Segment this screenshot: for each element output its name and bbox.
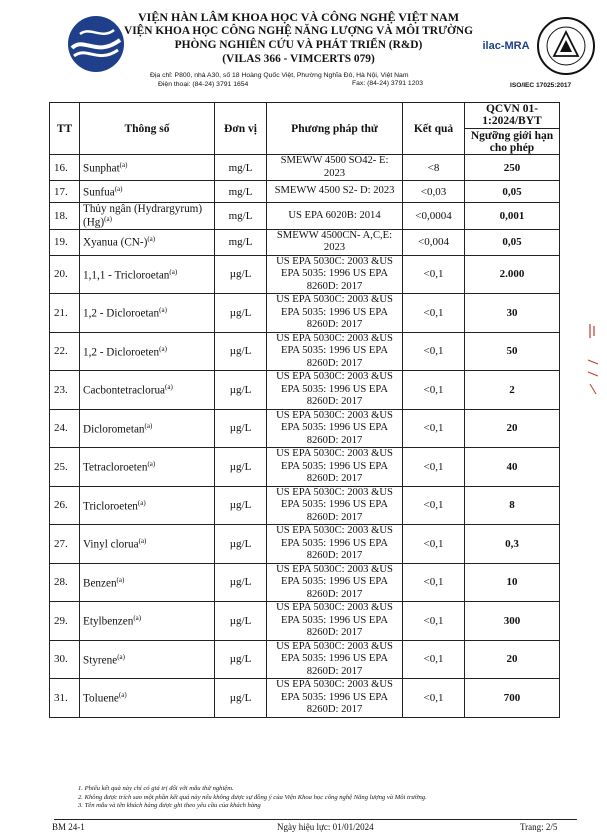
table-row [50,255,560,294]
result-value [403,203,465,230]
row-number-text: 28. [54,576,68,589]
test-method [267,409,403,448]
parameter-name-text: Cacbontetraclorua [83,384,165,397]
row-number-text: 24. [54,422,68,435]
table-row [50,181,560,203]
unit-text: µg/L [229,499,252,512]
header-department: PHÒNG NGHIÊN CỨU VÀ PHÁT TRIỂN (R&D) [174,39,423,51]
limit-value-text: 20 [506,422,518,435]
parameter-name [80,409,215,448]
test-method-text: SMEWW 4500 SO42- E: 2023 [280,155,389,179]
parameter-name [80,181,215,203]
limit-value-text: 8 [509,499,515,512]
limit-value [465,602,560,641]
row-number-text: 17. [54,185,68,198]
parameter-name-text: 1,1,1 - Tricloroetan [83,269,170,282]
test-method [267,679,403,718]
result-value-text: <0,1 [423,653,444,666]
col-limit-threshold: Ngưỡng giới hạn cho phép [465,128,559,154]
limit-value-text: 20 [506,653,518,666]
accredited-marker: (a) [144,421,153,430]
parameter-name [80,294,215,333]
result-value-text: <0,004 [418,236,449,249]
parameter-name [80,486,215,525]
limit-value [465,640,560,679]
unit-text: µg/L [229,422,252,435]
parameter-name-text: Vinyl clorua [83,538,139,551]
result-value-text: <0,1 [423,460,444,473]
limit-value [465,371,560,410]
test-method [267,602,403,641]
limit-value [465,448,560,487]
test-method [267,181,403,203]
result-value [403,255,465,294]
document-header [0,0,607,108]
table-row [50,563,560,602]
unit [215,563,267,602]
col-parameter: Thông số [80,103,215,155]
accredited-marker: (a) [165,383,173,392]
unit-text: µg/L [229,268,252,281]
row-number [50,255,80,294]
limit-value-text: 2.000 [499,268,525,281]
unit-text: mg/L [228,236,253,249]
col-limit-standard: QCVN 01-1:2024/BYT [482,103,542,127]
footnote-3: 3. Tên mẫu và tên khách hàng được ghi theo yêu cầu của khách hàng [78,802,261,809]
row-number-text: 30. [54,653,68,666]
test-method [267,371,403,410]
result-value [403,409,465,448]
table-row [50,602,560,641]
table-body [50,155,560,718]
table-row [50,640,560,679]
test-method-text: US EPA 5030C: 2003 &US EPA 5035: 1996 US EPA 8260D: 2017 [276,486,393,523]
test-method [267,203,403,230]
limit-value-text: 10 [506,576,518,589]
row-number-text: 16. [54,161,68,174]
table-row [50,371,560,410]
table-row [50,525,560,564]
parameter-name [80,602,215,641]
footnote-1: 1. Phiếu kết quả này chỉ có giá trị đối với mẫu thử nghiệm. [78,785,234,792]
test-method-text: US EPA 5030C: 2003 &US EPA 5035: 1996 US EPA 8260D: 2017 [276,679,393,716]
result-value-text: <0,1 [423,345,444,358]
unit-text: µg/L [229,653,252,666]
test-method-text: SMEWW 4500 S2- D: 2023 [274,185,395,197]
parameter-name-text: Thủy ngân (Hydrargyrum) (Hg) [83,203,203,229]
limit-value-text: 0,05 [502,236,522,249]
result-value-text: <0,1 [423,537,444,550]
result-value [403,181,465,203]
table-row [50,409,560,448]
unit [215,181,267,203]
parameter-name-text: 1,2 - Dicloroetan [83,307,160,320]
limit-value [465,203,560,230]
result-value [403,563,465,602]
test-method [267,525,403,564]
accredited-marker: (a) [117,652,125,661]
unit-text: µg/L [229,383,252,396]
col-method: Phương pháp thử [267,103,403,155]
row-number [50,332,80,371]
limit-value [465,525,560,564]
page-number: Trang: 2/5 [520,822,558,832]
row-number-text: 29. [54,614,68,627]
test-method-text: US EPA 5030C: 2003 &US EPA 5035: 1996 US EPA 8260D: 2017 [276,409,393,446]
test-method-text: SMEWW 4500CN- A,C,E: 2023 [276,229,393,254]
result-value-text: <0,03 [420,185,447,198]
footnote-2: 2. Không được trích sao một phần kết quả này nếu không được sự đồng ý của Viện Khoa học công nghệ Năng lượng và Môi trường. [78,793,427,801]
result-value-text: <0,0004 [415,209,452,222]
unit-text: µg/L [229,306,252,319]
result-value-text: <0,1 [423,422,444,435]
result-value-text: <0,1 [423,614,444,627]
result-value [403,679,465,718]
result-value [403,525,465,564]
row-number [50,602,80,641]
test-method-text: US EPA 5030C: 2003 &US EPA 5035: 1996 US EPA 8260D: 2017 [276,255,393,292]
table-row [50,294,560,333]
unit-text: µg/L [229,576,252,589]
unit-text: mg/L [228,161,253,174]
result-value-text: <8 [427,161,440,174]
result-value [403,229,465,255]
parameter-name [80,229,215,255]
result-value [403,332,465,371]
table-row [50,332,560,371]
unit-text: µg/L [229,691,252,704]
limit-value [465,181,560,203]
boa-seal-icon [536,16,596,76]
accredited-marker: (a) [114,184,123,193]
parameter-name [80,679,215,718]
test-method-text: US EPA 5030C: 2003 &US EPA 5035: 1996 US EPA 8260D: 2017 [276,640,393,677]
row-number-text: 23. [54,383,68,396]
unit [215,255,267,294]
test-method-text: US EPA 6020B: 2014 [288,209,381,221]
margin-stamp-icon [584,320,602,400]
parameter-name [80,155,215,181]
test-method-text: US EPA 5030C: 2003 &US EPA 5035: 1996 US EPA 8260D: 2017 [276,563,393,600]
test-method-text: US EPA 5030C: 2003 &US EPA 5035: 1996 US EPA 8260D: 2017 [276,294,393,331]
row-number-text: 26. [54,499,68,512]
unit [215,679,267,718]
unit [215,448,267,487]
result-value [403,486,465,525]
unit [215,371,267,410]
row-number-text: 22. [54,345,68,358]
result-value [403,294,465,333]
limit-value [465,409,560,448]
test-method-text: US EPA 5030C: 2003 &US EPA 5035: 1996 US EPA 8260D: 2017 [276,371,393,408]
header-address: Địa chỉ: P800, nhà A30, số 18 Hoàng Quốc Việt, Phường Nghĩa Đô, Hà Nội, Việt Nam [150,72,409,79]
limit-value [465,679,560,718]
unit [215,602,267,641]
row-number [50,448,80,487]
parameter-name-text: Sunfua [83,186,115,199]
row-number-text: 25. [54,460,68,473]
parameter-name [80,640,215,679]
row-number [50,294,80,333]
parameter-name-text: Sunphat [83,162,120,175]
result-value [403,640,465,679]
col-tt: TT [50,103,80,155]
limit-value-text: 250 [503,161,521,174]
test-method [267,448,403,487]
parameter-name [80,203,215,230]
table-row [50,203,560,230]
row-number [50,486,80,525]
test-method-text: US EPA 5030C: 2003 &US EPA 5035: 1996 US EPA 8260D: 2017 [276,525,393,562]
test-method-text: US EPA 5030C: 2003 &US EPA 5035: 1996 US EPA 8260D: 2017 [276,448,393,485]
parameter-name [80,255,215,294]
table-row [50,155,560,181]
parameter-name [80,371,215,410]
row-number-text: 31. [54,691,68,704]
form-code: BM 24-1 [52,822,85,832]
limit-value-text: 700 [503,691,521,704]
row-number [50,409,80,448]
limit-value [465,294,560,333]
row-number [50,181,80,203]
limit-value [465,229,560,255]
limit-value-text: 0,05 [502,185,522,198]
test-method [267,640,403,679]
limit-value [465,155,560,181]
header-fax: Fax: (84-24) 3791 1203 [352,80,424,87]
unit-text: mg/L [228,209,253,222]
parameter-name [80,332,215,371]
unit [215,203,267,230]
limit-value-text: 30 [506,306,518,319]
parameter-name-text: Tetracloroeten [83,461,148,474]
unit-text: µg/L [229,537,252,550]
limit-value [465,255,560,294]
accredited-marker: (a) [159,306,167,315]
results-table [49,102,560,718]
result-value-text: <0,1 [423,576,444,589]
result-value [403,371,465,410]
unit [215,409,267,448]
limit-value-text: 300 [503,614,521,627]
col-result: Kết quả [403,103,465,155]
test-method [267,332,403,371]
row-number-text: 21. [54,306,68,319]
parameter-name-text: Tricloroeten [83,500,138,513]
unit-text: mg/L [228,185,253,198]
unit-text: µg/L [229,345,252,358]
test-method [267,155,403,181]
header-phone: Điện thoại: (84-24) 3791 1654 [158,81,249,88]
accredited-marker: (a) [169,267,178,276]
unit-text: µg/L [229,460,252,473]
table-row [50,229,560,255]
unit [215,229,267,255]
issue-date: Ngày hiệu lực: 01/01/2024 [277,822,374,832]
limit-value-text: 40 [506,460,518,473]
ilac-mra-logo-icon [482,30,530,58]
table-row [50,448,560,487]
table-row [50,486,560,525]
row-number-text: 27. [54,537,68,550]
footer-divider [54,819,577,820]
row-number [50,155,80,181]
parameter-name-text: Diclorometan [83,423,145,436]
institute-logo-icon [66,14,126,74]
parameter-name-text: Toluene [83,692,119,705]
test-method-text: US EPA 5030C: 2003 &US EPA 5035: 1996 US EPA 8260D: 2017 [276,602,393,639]
accredited-marker: (a) [104,215,112,223]
limit-value [465,486,560,525]
unit [215,332,267,371]
accredited-marker: (a) [119,160,128,169]
test-method [267,229,403,255]
unit [215,525,267,564]
test-method [267,563,403,602]
limit-value-text: 0,001 [499,209,525,222]
accredited-marker: (a) [138,537,147,546]
row-number-text: 18. [54,209,68,222]
parameter-name-text: Etylbenzen [83,615,134,628]
parameter-name [80,448,215,487]
accredited-marker: (a) [147,460,156,469]
unit [215,294,267,333]
parameter-name [80,525,215,564]
row-number [50,563,80,602]
accredited-marker: (a) [133,614,142,623]
test-method [267,294,403,333]
header-institute: VIỆN KHOA HỌC CÔNG NGHỆ NĂNG LƯỢNG VÀ MÔI TRƯỜNG [123,25,473,37]
footnotes [78,785,427,811]
result-value-text: <0,1 [423,306,444,319]
row-number [50,203,80,230]
row-number-text: 20. [54,268,68,281]
header-academy: VIỆN HÀN LÂM KHOA HỌC VÀ CÔNG NGHỆ VIỆT NAM [137,10,460,24]
result-value-text: <0,1 [423,499,444,512]
result-value [403,602,465,641]
test-method-text: US EPA 5030C: 2003 &US EPA 5035: 1996 US EPA 8260D: 2017 [276,332,393,369]
result-value-text: <0,1 [423,268,444,281]
accredited-marker: (a) [116,575,125,584]
test-method [267,255,403,294]
row-number [50,229,80,255]
result-value-text: <0,1 [423,691,444,704]
parameter-name-text: Xyanua (CN-) [83,237,148,250]
accredited-marker: (a) [159,344,167,353]
limit-value-text: 2 [509,383,515,396]
unit [215,486,267,525]
limit-value [465,563,560,602]
parameter-name-text: Benzen [83,577,117,590]
col-unit: Đơn vị [215,103,267,155]
row-number [50,371,80,410]
limit-value-text: 0,3 [505,537,519,550]
row-number-text: 19. [54,236,68,249]
parameter-name [80,563,215,602]
unit [215,640,267,679]
iso-standard: ISO/IEC 17025:2017 [510,82,572,89]
limit-value-text: 50 [506,345,518,358]
test-method [267,486,403,525]
result-value [403,155,465,181]
accredited-marker: (a) [118,691,127,700]
header-titles [120,10,477,66]
result-value [403,448,465,487]
row-number [50,640,80,679]
col-limit [465,103,560,155]
limit-value [465,332,560,371]
header-accreditation: (VILAS 366 - VIMCERTS 079) [222,53,375,65]
parameter-name-text: Styrene [83,654,118,667]
result-value-text: <0,1 [423,383,444,396]
table-row [50,679,560,718]
row-number [50,525,80,564]
table-header-row [50,103,560,155]
unit [215,155,267,181]
svg-text:ilac-MRA: ilac-MRA [482,40,530,52]
row-number [50,679,80,718]
unit-text: µg/L [229,614,252,627]
parameter-name-text: 1,2 - Dicloroeten [83,346,160,359]
accredited-marker: (a) [137,498,146,507]
accredited-marker: (a) [147,235,156,244]
